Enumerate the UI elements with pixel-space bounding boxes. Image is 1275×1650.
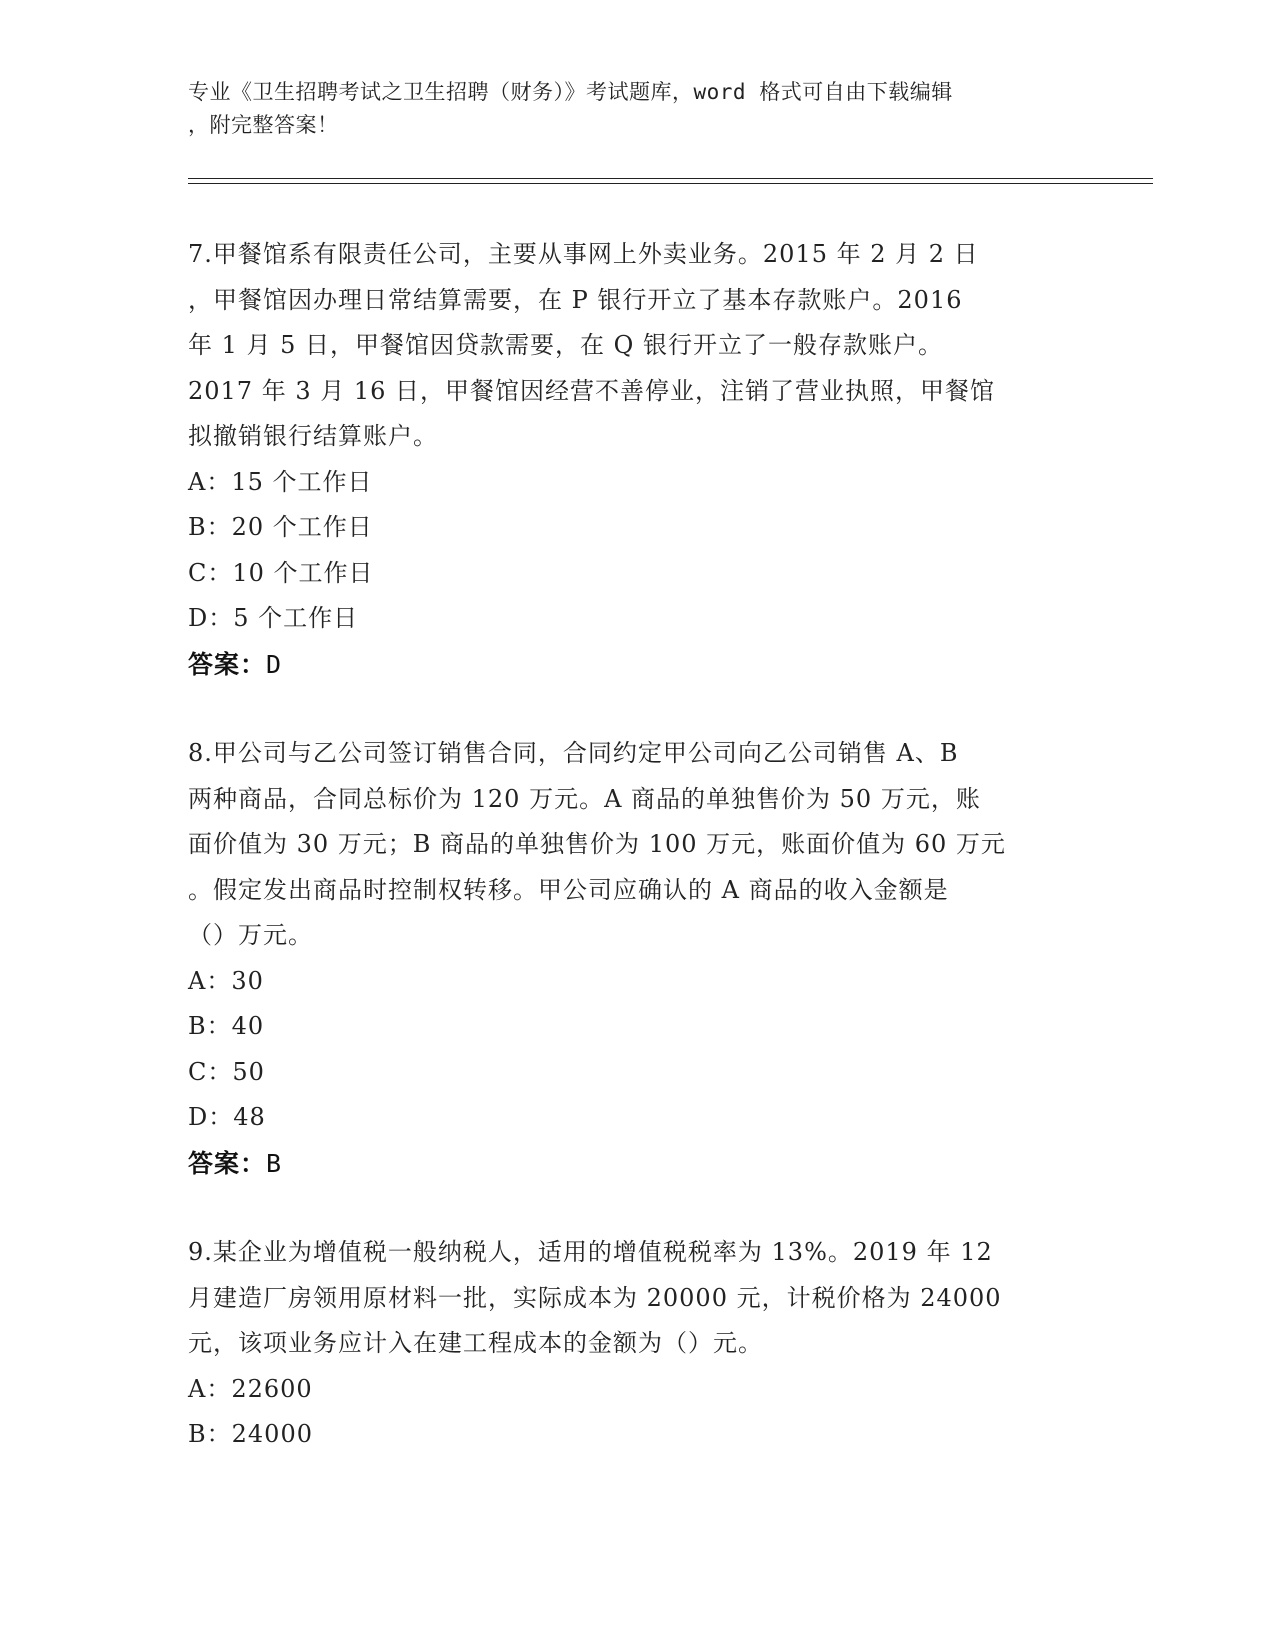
question-stem-line: 。假定发出商品时控制权转移。甲公司应确认的 A 商品的收入金额是 <box>188 875 949 904</box>
question-stem-line: 9.某企业为增值税一般纳税人，适用的增值税税率为 13%。2019 年 12 <box>188 1238 993 1266</box>
question-stem-line: 2017 年 3 月 16 日，甲餐馆因经营不善停业，注销了营业执照，甲餐馆 <box>188 376 996 405</box>
option-d: D：48 <box>188 1103 266 1131</box>
question-stem-line: 8.甲公司与乙公司签订销售合同，合同约定甲公司向乙公司销售 A、B <box>188 739 959 767</box>
answer-value: B <box>266 1148 283 1178</box>
option-c: C：10 个工作日 <box>188 558 374 587</box>
document-header <box>188 76 1068 142</box>
question-7 <box>188 232 1088 687</box>
question-stem-line: 月建造厂房领用原材料一批，实际成本为 20000 元，计税价格为 24000 <box>188 1283 1002 1312</box>
question-stem-line: 两种商品，合同总标价为 120 万元。A 商品的单独售价为 50 万元，账 <box>188 784 981 813</box>
option-b: B：24000 <box>188 1420 313 1448</box>
header-divider <box>188 183 1153 184</box>
question-stem-line: 元，该项业务应计入在建工程成本的金额为（）元。 <box>188 1329 763 1357</box>
answer-value: D <box>266 649 283 679</box>
header-divider <box>188 178 1153 179</box>
option-b: B：40 <box>188 1012 265 1040</box>
question-stem-line: 年 1 月 5 日，甲餐馆因贷款需要，在 Q 银行开立了一般存款账户。 <box>188 331 943 359</box>
answer-label: 答案： <box>188 649 267 679</box>
option-b: B：20 个工作日 <box>188 513 373 541</box>
answer <box>188 642 1088 688</box>
question-stem-line: （）万元。 <box>188 921 313 949</box>
question-stem-line: 面价值为 30 万元；B 商品的单独售价为 100 万元，账面价值为 60 万元 <box>188 830 1006 858</box>
answer <box>188 1141 1088 1187</box>
question-stem-line: 7.甲餐馆系有限责任公司，主要从事网上外卖业务。2015 年 2 月 2 日 <box>188 240 979 268</box>
option-a: A：15 个工作日 <box>188 467 373 496</box>
question-stem-line: 拟撤销银行结算账户。 <box>188 422 438 450</box>
option-a: A：30 <box>188 966 264 995</box>
header-line: 专业《卫生招聘考试之卫生招聘（财务）》考试题库，word 格式可自由下载编辑 <box>188 80 953 104</box>
question-8 <box>188 731 1088 1186</box>
option-d: D：5 个工作日 <box>188 604 359 632</box>
question-stem-line: ，甲餐馆因办理日常结算需要，在 P 银行开立了基本存款账户。2016 <box>188 285 963 314</box>
option-a: A：22600 <box>188 1374 313 1403</box>
header-line: ，附完整答案！ <box>188 113 339 137</box>
answer-label: 答案： <box>188 1148 267 1178</box>
option-c: C：50 <box>188 1057 265 1086</box>
question-9 <box>188 1230 1088 1458</box>
